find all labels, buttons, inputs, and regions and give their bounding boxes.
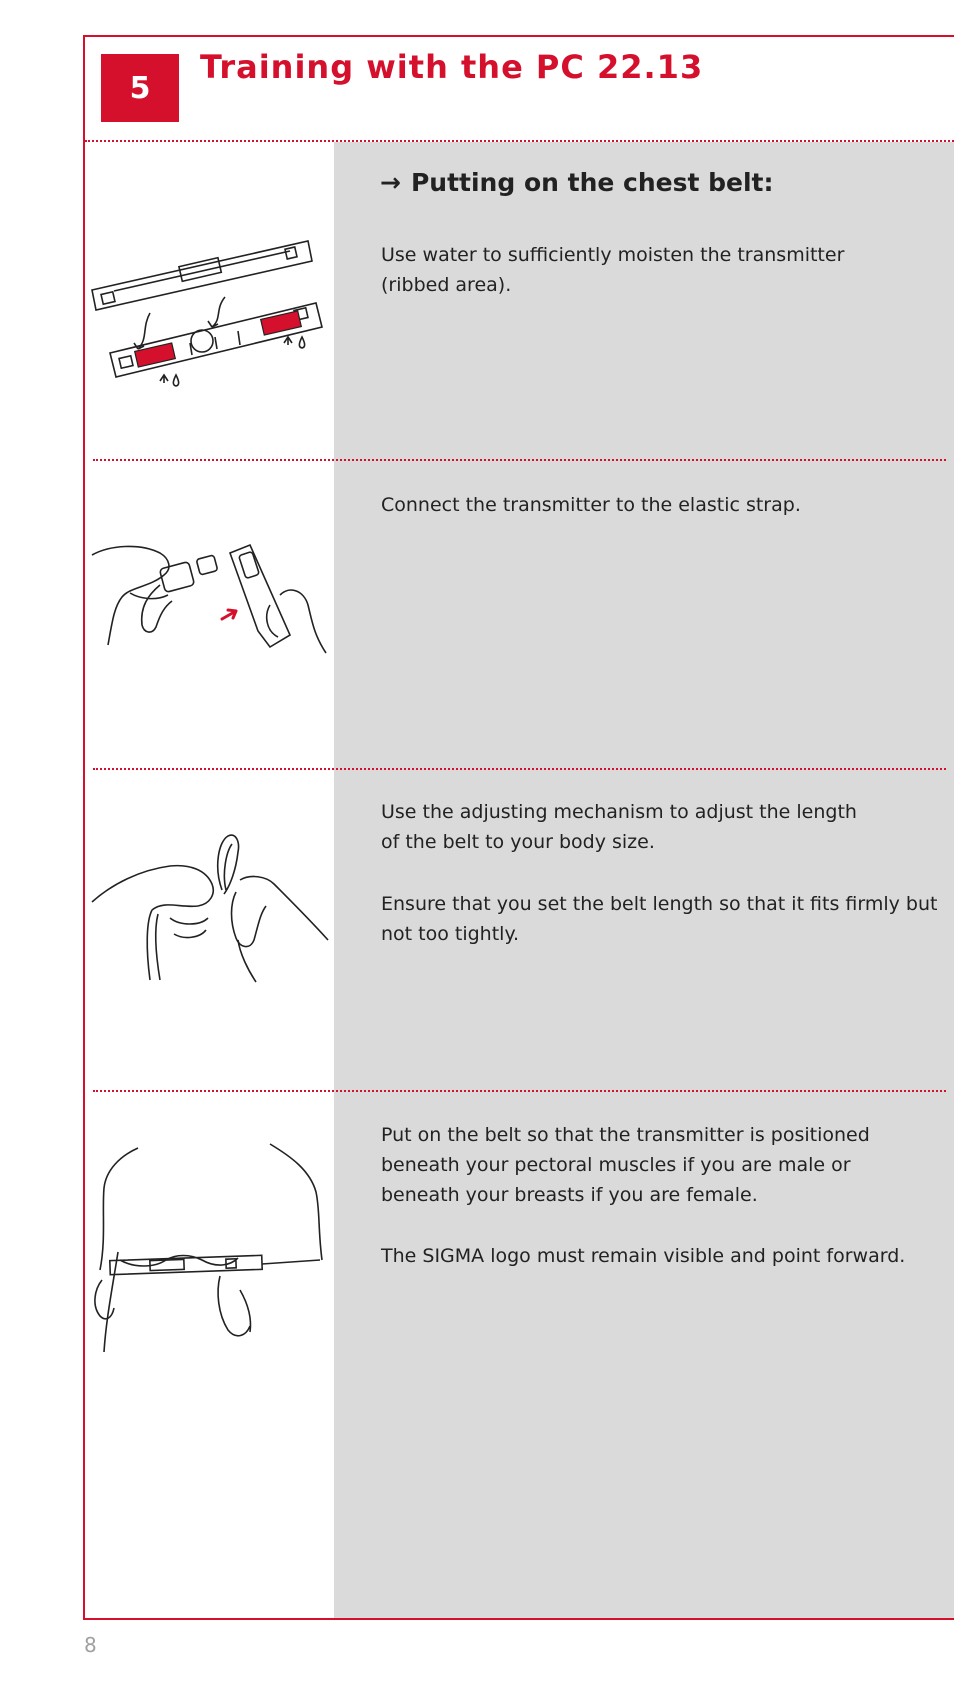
row-divider bbox=[93, 1090, 946, 1092]
instruction-panel bbox=[334, 142, 954, 1618]
transmitter-moisten-illustration bbox=[90, 235, 335, 405]
row-divider bbox=[93, 459, 946, 461]
chapter-title: Training with the PC 22.13 bbox=[200, 48, 704, 86]
step-4-note: The SIGMA logo must remain visible and point forward. bbox=[381, 1245, 906, 1267]
step-4-text: Put on the belt so that the transmitter is positioned beneath your pectoral muscles if you are male or beneath your breasts if you are female. bbox=[381, 1124, 870, 1206]
arrow-right-icon: → bbox=[380, 168, 401, 197]
step-2-text: Connect the transmitter to the elastic strap. bbox=[381, 494, 801, 516]
chapter-number-badge: 5 bbox=[101, 54, 179, 122]
step-3-text: Use the adjusting mechanism to adjust the length of the belt to your body size. bbox=[381, 801, 857, 853]
step-3-note: Ensure that you set the belt length so that it fits firmly but not too tightly. bbox=[381, 893, 938, 945]
section-heading bbox=[380, 168, 774, 197]
step-1-text: Use water to sufficiently moisten the transmitter (ribbed area). bbox=[381, 244, 845, 296]
wear-belt-illustration bbox=[90, 1140, 335, 1355]
row-divider bbox=[93, 768, 946, 770]
section-heading-text: Putting on the chest belt: bbox=[410, 168, 774, 197]
connect-strap-illustration bbox=[90, 535, 335, 665]
adjust-belt-illustration bbox=[90, 830, 335, 995]
page-number: 8 bbox=[84, 1633, 97, 1657]
